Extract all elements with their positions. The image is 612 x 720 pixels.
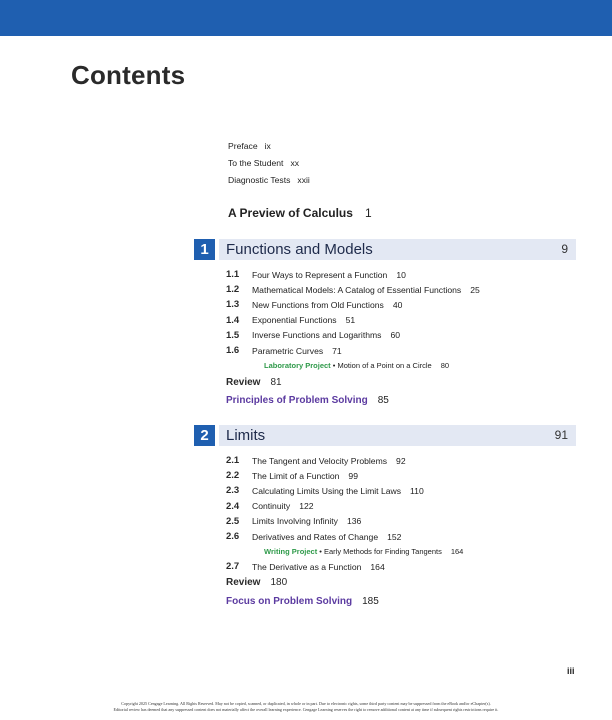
problem-solving-label: Focus on Problem Solving [226,596,353,607]
chapter-1-review[interactable] [226,377,282,388]
section-number: 2.1 [226,455,240,467]
project-separator: • [330,361,338,371]
section-entry[interactable] [226,529,463,544]
section-page: 40 [392,299,403,310]
chapter-page: 91 [554,428,568,442]
section-page: 164 [370,561,385,572]
section-number: 2.3 [226,485,240,497]
section-number: 1.5 [226,329,240,341]
section-number: 1.1 [226,269,240,281]
section-page: 110 [410,485,424,496]
chapter-title: Functions and Models [226,241,373,258]
section-title: Inverse Functions and Logarithms [252,330,382,341]
section-page: 71 [332,345,342,356]
chapter-title: Limits [226,427,266,444]
section-entry[interactable] [226,514,463,529]
section-title: Derivatives and Rates of Change [252,531,379,542]
section-page: 25 [470,284,480,295]
principles-of-problem-solving[interactable] [226,395,389,406]
section-number: 1.4 [226,314,240,326]
project-title: Early Methods for Finding Tangents [324,547,442,557]
review-page: 180 [270,577,288,588]
section-entry[interactable] [226,468,463,483]
entry-title: Preface [228,141,258,151]
project-page: 164 [450,547,464,557]
section-entry[interactable] [226,499,463,514]
front-matter-list [228,141,310,192]
section-entry[interactable] [226,267,480,282]
problem-solving-page: 185 [362,596,379,607]
chapter-number-badge: 2 [194,425,215,446]
section-number: 1.3 [226,299,240,311]
section-entry[interactable] [226,483,463,498]
section-title: The Derivative as a Function [252,561,362,572]
page-folio: iii [567,666,575,676]
section-title: New Functions from Old Functions [252,299,384,310]
entry-page: ix [264,141,271,151]
laboratory-project-entry[interactable] [226,358,480,373]
section-title: Mathematical Models: A Catalog of Essential Functions [252,284,462,295]
chapter-2-review[interactable] [226,577,287,588]
section-page: 60 [390,330,401,341]
section-number: 2.4 [226,500,240,512]
project-label: Writing Project [264,547,318,557]
section-page: 152 [387,531,402,542]
section-page: 99 [348,470,358,481]
section-entry[interactable] [226,559,463,574]
section-title: Parametric Curves [252,345,324,356]
chapter-1-sections [226,267,480,373]
section-page: 10 [396,269,406,280]
chapter-2-sections [226,453,463,575]
project-separator: • [317,547,324,557]
review-label: Review [226,377,261,388]
review-page: 81 [270,377,282,388]
chapter-title-bar [219,239,576,260]
section-page: 51 [345,315,356,326]
copyright-line-1: Copyright 2025 Cengage Learning. All Rights Reserved. May not be copied, scanned, or duplicated, in whole or in part. Due to electronic rights, some third party content may be suppressed from the eBook and/or eChapter(s). [121,701,491,706]
problem-solving-label: Principles of Problem Solving [226,395,368,406]
section-title: The Limit of a Function [252,470,340,481]
section-page: 92 [396,455,406,466]
section-page: 122 [299,501,314,512]
section-title: Limits Involving Infinity [252,516,338,527]
project-title: Motion of a Point on a Circle [337,361,432,371]
section-number: 2.5 [226,515,240,527]
focus-on-problem-solving[interactable] [226,596,379,607]
chapter-1-header[interactable] [194,239,576,260]
section-entry[interactable] [226,343,480,358]
section-entry[interactable] [226,297,480,312]
problem-solving-page: 85 [377,395,389,406]
entry-title: A Preview of Calculus [228,206,353,220]
section-number: 2.7 [226,561,240,573]
section-number: 2.6 [226,531,240,543]
section-number: 1.6 [226,345,240,357]
copyright-line-2: Editorial review has deemed that any suppressed content does not materially affect the overall learning experience. Cengage Learning reserves the right to remove additional content at any time if subsequent rights restrictions require it. [113,706,499,712]
page-title: Contents [71,60,186,90]
entry-title: To the Student [228,158,284,168]
section-entry[interactable] [226,453,463,468]
review-label: Review [226,577,261,588]
entry-title: Diagnostic Tests [228,175,291,185]
section-page: 136 [346,516,362,527]
project-page: 80 [440,361,450,371]
toc-entry-preview-of-calculus[interactable] [228,206,372,220]
section-entry[interactable] [226,313,480,328]
toc-entry-diagnostic-tests[interactable] [228,175,310,192]
top-color-band [0,0,612,36]
section-title: Exponential Functions [252,315,337,326]
entry-page: xxii [297,175,310,185]
writing-project-entry[interactable] [226,544,463,559]
section-title: Calculating Limits Using the Limit Laws [252,485,402,496]
section-title: Four Ways to Represent a Function [252,269,388,280]
toc-entry-preface[interactable] [228,141,310,158]
chapter-2-header[interactable] [194,425,576,446]
section-entry[interactable] [226,282,480,297]
copyright-notice [0,701,612,712]
chapter-title-bar [219,425,576,446]
chapter-number-badge: 1 [194,239,215,260]
section-title: The Tangent and Velocity Problems [252,455,388,466]
entry-page: 1 [364,206,372,220]
toc-entry-to-the-student[interactable] [228,158,310,175]
entry-page: xx [290,158,300,168]
chapter-page: 9 [561,242,568,256]
section-number: 2.2 [226,470,240,482]
section-title: Continuity [252,501,291,512]
project-label: Laboratory Project [264,361,331,371]
section-number: 1.2 [226,284,240,296]
section-entry[interactable] [226,328,480,343]
